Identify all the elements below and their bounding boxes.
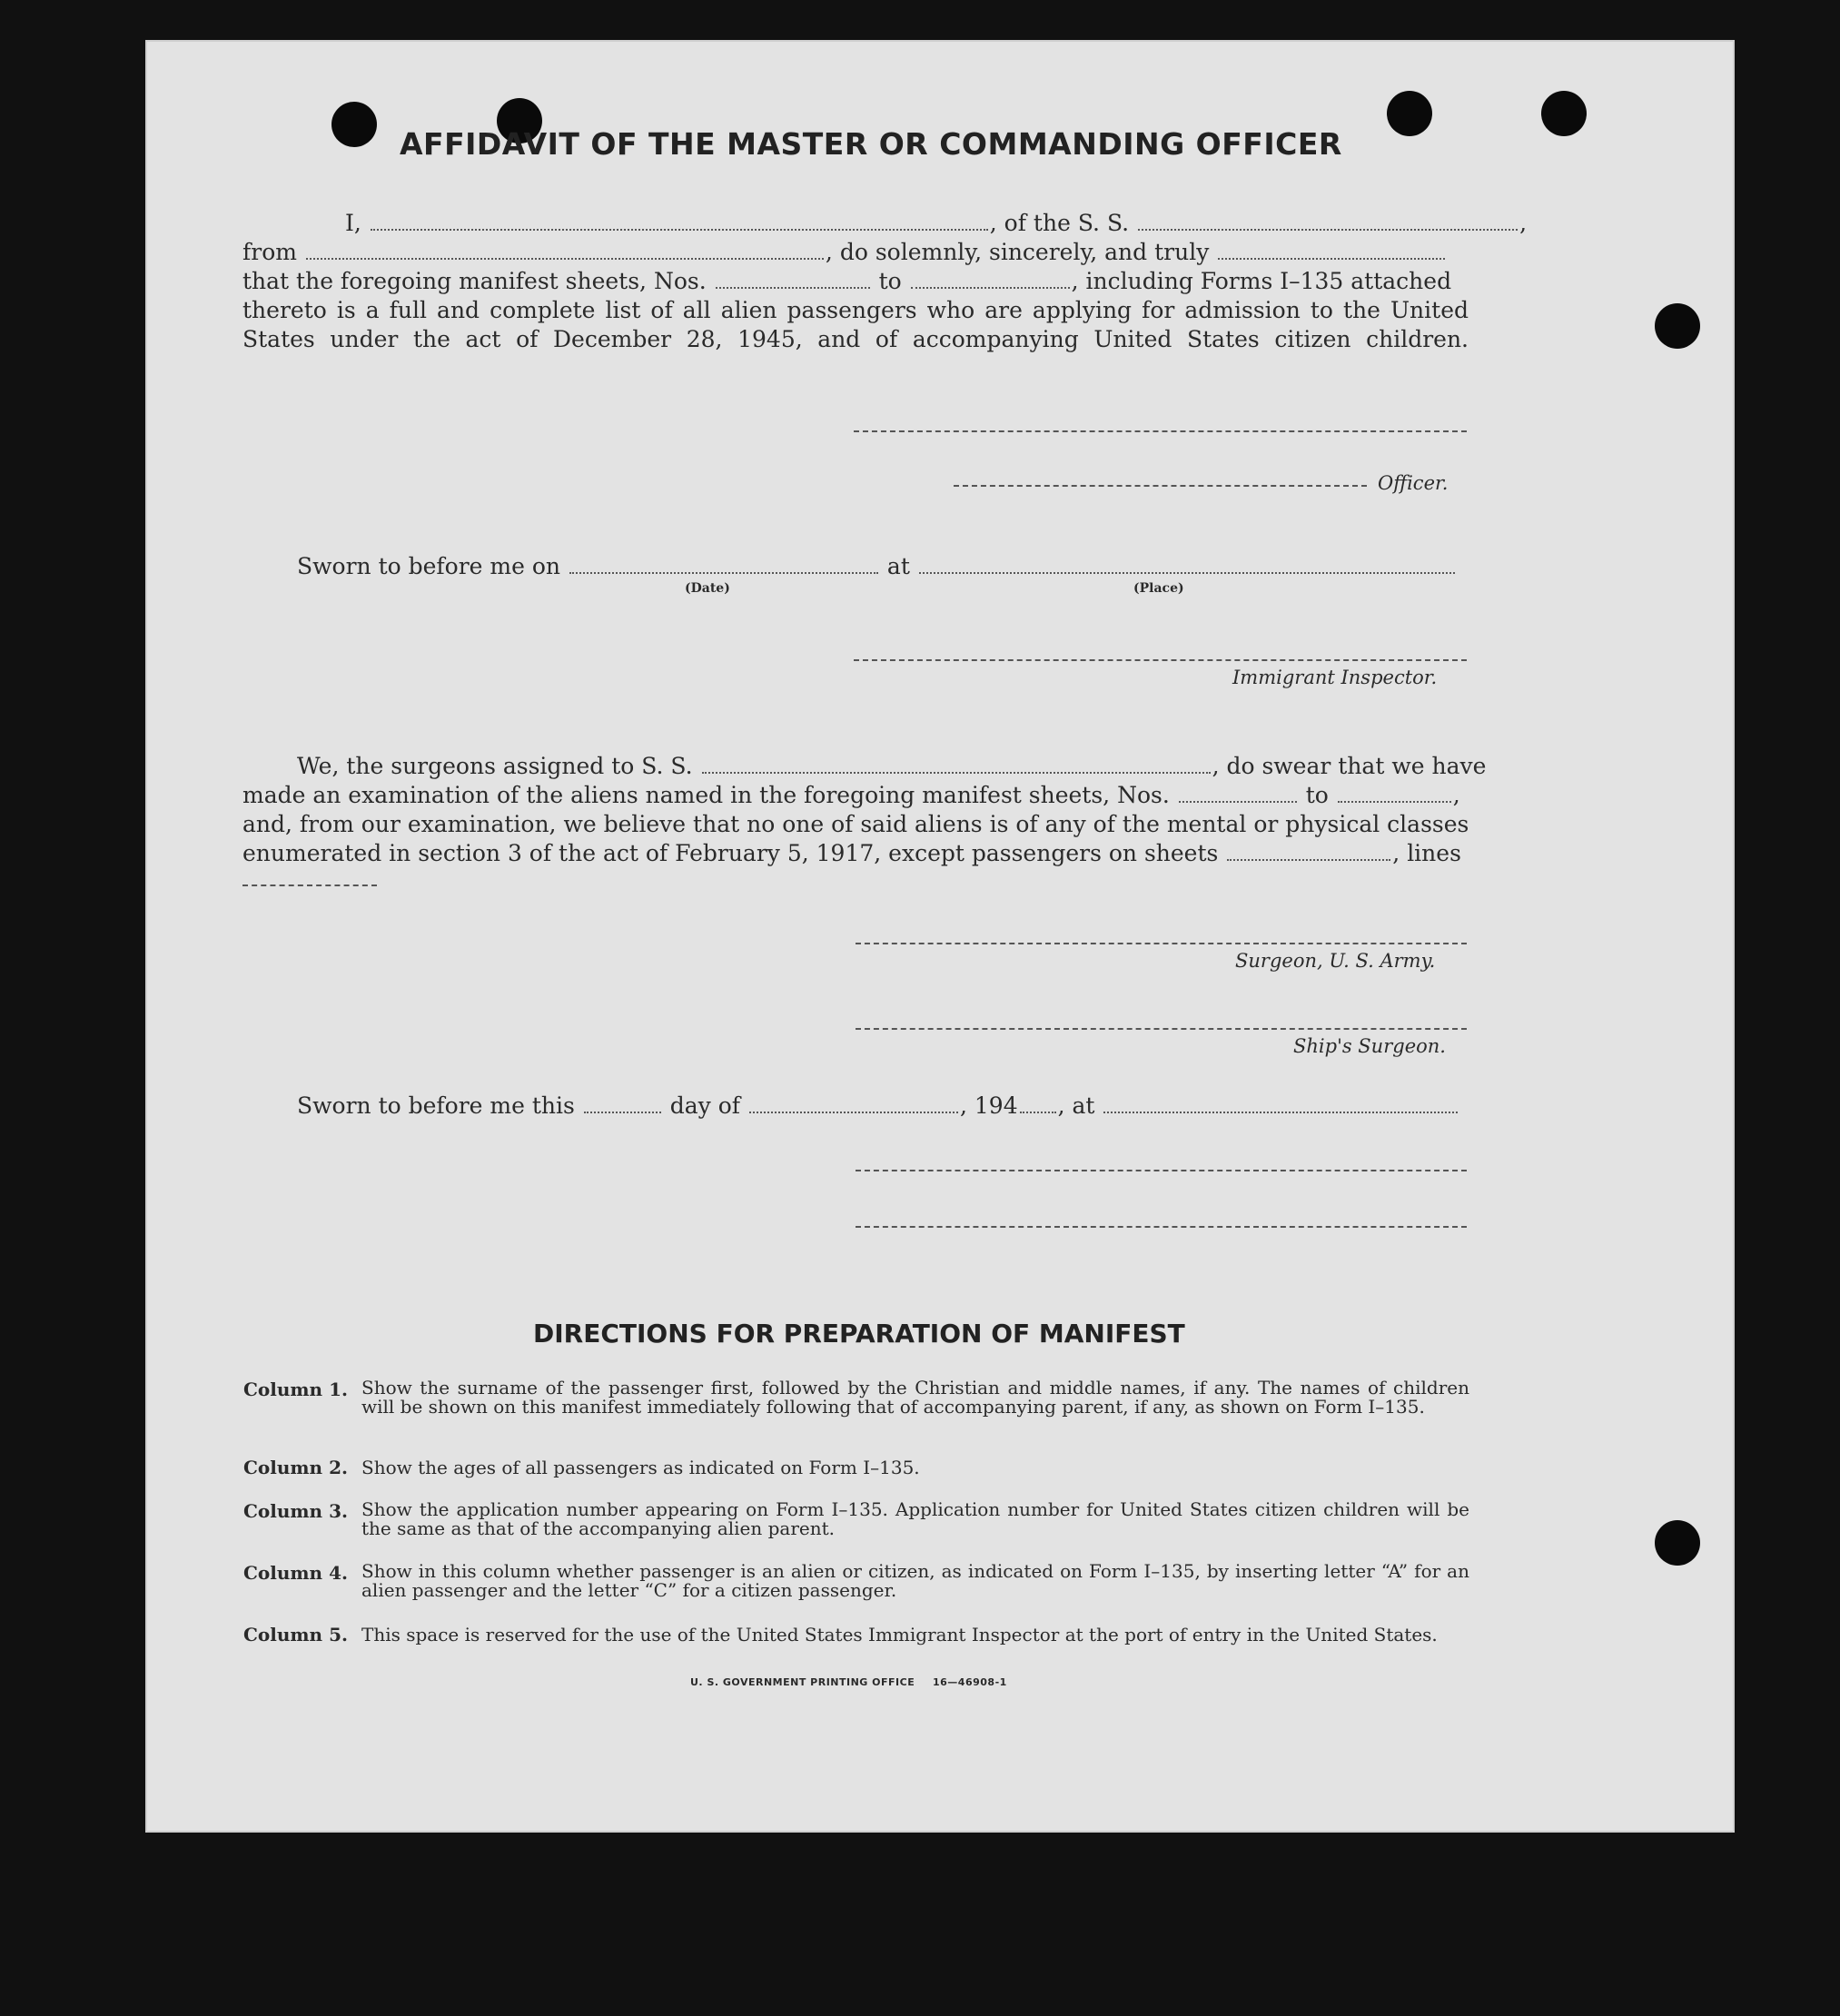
sworn-statement-2: Sworn to before me this day of , 194 , at	[297, 1092, 1459, 1121]
affidavit-line-4: thereto is a full and complete list of all alien passengers who are applying for admission to the United	[242, 297, 1469, 323]
officer-label: Officer.	[1378, 472, 1449, 494]
affidavit-line-3: that the foregoing manifest sheets, Nos. to , including Forms I–135 attached	[242, 268, 1452, 294]
signature-line	[856, 943, 1467, 944]
column-5-label: Column 5.	[243, 1624, 348, 1645]
signature-line	[954, 485, 1367, 487]
affidavit-line-2: from , do solemnly, sincerely, and truly	[242, 238, 1447, 267]
affidavit-line-5: States under the act of December 28, 1945, and of accompanying United States citizen children.	[242, 326, 1469, 352]
affidavit-line-1: I, , of the S. S. ,	[345, 210, 1528, 236]
column-3-text: Show the application number appearing on Form I–135. Application number for United States citizen children will be the same as that of the accompanying alien parent.	[361, 1498, 1469, 1539]
lines-blank	[242, 884, 377, 886]
column-4-label: Column 4.	[243, 1562, 348, 1584]
column-1-text: Show the surname of the passenger first, followed by the Christian and middle names, if any. The names of children will be shown on this manifest immediately following that of accompanying parent, if any, as shown on Form I–135.	[361, 1377, 1469, 1418]
signature-line	[856, 1170, 1467, 1171]
army-surgeon-label: Surgeon, U. S. Army.	[1235, 950, 1436, 972]
affidavit-title: AFFIDAVIT OF THE MASTER OR COMMANDING OFFICER	[400, 126, 1342, 162]
surgeons-line-2: made an examination of the aliens named in the foregoing manifest sheets, Nos. to ,	[242, 782, 1460, 808]
footer-printer: U. S. GOVERNMENT PRINTING OFFICE	[690, 1676, 915, 1688]
signature-line	[854, 659, 1467, 661]
column-5-text: This space is reserved for the use of the United States Immigrant Inspector at the port of entry in the United States.	[361, 1624, 1438, 1645]
surgeons-line-3: and, from our examination, we believe that no one of said aliens is of any of the mental or physical classes	[242, 811, 1469, 837]
directions-title: DIRECTIONS FOR PREPARATION OF MANIFEST	[533, 1319, 1185, 1349]
document-page	[145, 40, 1735, 1833]
signature-line	[854, 430, 1467, 432]
column-1-label: Column 1.	[243, 1379, 348, 1400]
surgeons-line-4: enumerated in section 3 of the act of February 5, 1917, except passengers on sheets , lines	[242, 840, 1461, 866]
sworn-statement-1: Sworn to before me on at	[297, 552, 1457, 581]
column-2-text: Show the ages of all passengers as indicated on Form I–135.	[361, 1457, 920, 1478]
column-4-text: Show in this column whether passenger is an alien or citizen, as indicated on Form I–135, by inserting letter “A” for an alien passenger and the letter “C” for a citizen passenger.	[361, 1560, 1469, 1601]
punch-hole	[331, 102, 377, 147]
punch-hole	[1655, 1520, 1700, 1566]
ship-surgeon-label: Ship's Surgeon.	[1293, 1035, 1446, 1057]
punch-hole	[1541, 91, 1587, 136]
column-2-label: Column 2.	[243, 1457, 348, 1478]
date-caption: (Date)	[685, 581, 730, 596]
signature-line	[856, 1226, 1467, 1228]
punch-hole	[1655, 303, 1700, 349]
surgeons-line-1: We, the surgeons assigned to S. S. , do swear that we have	[297, 753, 1487, 779]
punch-hole	[1387, 91, 1432, 136]
footer-code: 16—46908-1	[933, 1676, 1007, 1688]
signature-line	[856, 1028, 1467, 1030]
place-caption: (Place)	[1133, 581, 1184, 596]
inspector-label: Immigrant Inspector.	[1232, 667, 1438, 688]
column-3-label: Column 3.	[243, 1500, 348, 1522]
